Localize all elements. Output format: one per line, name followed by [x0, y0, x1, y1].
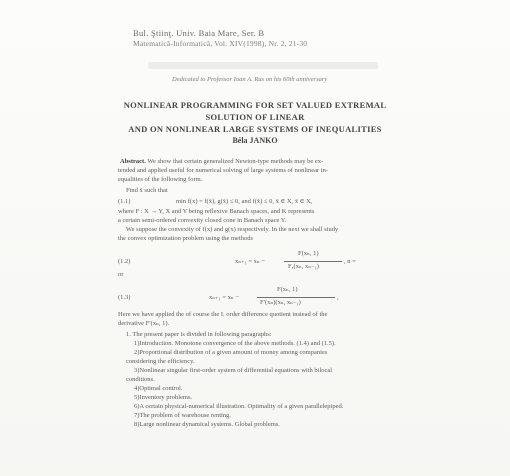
list-item-3: 3)Nonlinear singular first-order system of differential equations with bilocal [134, 367, 333, 374]
abstract-label: Abstract. [120, 158, 146, 165]
list-item-2: 2)Proportional distribution of a given amount of money among companies [134, 349, 328, 356]
list-item-7: 7)The problem of warehouse renting. [134, 412, 231, 419]
eq-1-1: min f(x) = f(x̄), g(x̄) ≤ 0, and f(x̄) ≤ 0, x̄ ∈ X, x̄ ∈ X, [176, 198, 313, 205]
or-text: or [118, 271, 124, 278]
eq-1-3-denominator: F′(xₙ)(xₙ, xₙ₋₁) [260, 299, 301, 306]
list-item-2-cont: considering the efficiency. [126, 358, 195, 365]
eq-1-2-lhs: xₙ₊₁ = xₙ − [235, 258, 266, 265]
eq-1-3-label: (1.3) [118, 294, 131, 301]
list-item-6: 6)A certain physical-numerical illustration. Optimality of a given parallelepiped. [134, 403, 344, 410]
list-item-3-cont: conditions. [126, 376, 155, 383]
list-item-5: 5)Inventory problems. [134, 394, 193, 401]
eq-1-3-fraction-bar [257, 297, 335, 298]
dedication: Dedicated to Professor Ioan A. Rus on his 60th anniversary [172, 76, 328, 83]
title-line-2: SOLUTION OF LINEAR [205, 112, 305, 122]
eq-1-2-numerator: F(xₙ, 1) [298, 250, 319, 257]
eq-1-2-tail: , n = [344, 258, 356, 265]
where-line-2: a certain semi-ordered convexity closed cone in Banach space Y. [118, 217, 287, 224]
journal-header-line2: Matematică-Informatică, Vol. XIV(1998), Nr. 2, 21-30 [133, 39, 308, 48]
where-line-1: where F : X → Y, X and Y being reflexive Banach spaces, and K represents [118, 208, 315, 215]
eq-1-3-numerator: F(xₙ, 1) [277, 286, 298, 293]
title-line-1: NONLINEAR PROGRAMMING FOR SET VALUED EXTREMAL [123, 100, 387, 110]
body-first-line: Find x̄ such that [126, 187, 168, 194]
here-line-2: derivative F′(xₙ, 1). [118, 320, 170, 327]
suppose-line-1: We suppose the convexity of f(x) and g(x) respectively. In the next we shall study [126, 226, 339, 233]
eq-1-3-lhs: xₙ₊₁ = xₙ − [209, 294, 240, 301]
eq-1-1-label: (1.1) [118, 198, 131, 205]
journal-header-line1: Bul. Ştiinţ. Univ. Baia Mare, Ser. B [133, 28, 265, 38]
here-line-1: Here we have applied the of course the I. order difference quotient instead of the [118, 311, 328, 318]
title-line-3: AND ON NONLINEAR LARGE SYSTEMS OF INEQUALITIES [128, 124, 382, 134]
list-item-4: 4)Optimal control. [134, 385, 183, 392]
author: Béla JANKO [232, 136, 278, 145]
abstract-line-3: equalities of the following form. [118, 176, 203, 183]
faded-line [148, 62, 378, 69]
abstract-line-1 [120, 159, 323, 166]
list-intro: 1. The present paper is divided in following paragraphs: [126, 331, 272, 338]
eq-1-2-label: (1.2) [118, 258, 131, 265]
abstract-text-1: We show that certain generalized Newton-type methods may be ex- [147, 158, 324, 165]
eq-1-2-fraction-bar [284, 261, 342, 262]
list-item-1: 1)Introduction. Monotone convergence of the above methods. (1.4) and (1.5). [134, 340, 336, 347]
list-item-8: 8)Large nonlinear dynamical systems. Global problems. [134, 421, 280, 428]
eq-1-2-denominator: Fₓ(xₙ, xₙ₋₁) [288, 263, 319, 270]
eq-1-3-tail: , [337, 294, 339, 301]
abstract-line-2: tended and applied useful for numerical solving of large systems of nonlinear in- [118, 167, 328, 174]
suppose-line-2: the convex optimization problem using the methods [118, 235, 254, 242]
